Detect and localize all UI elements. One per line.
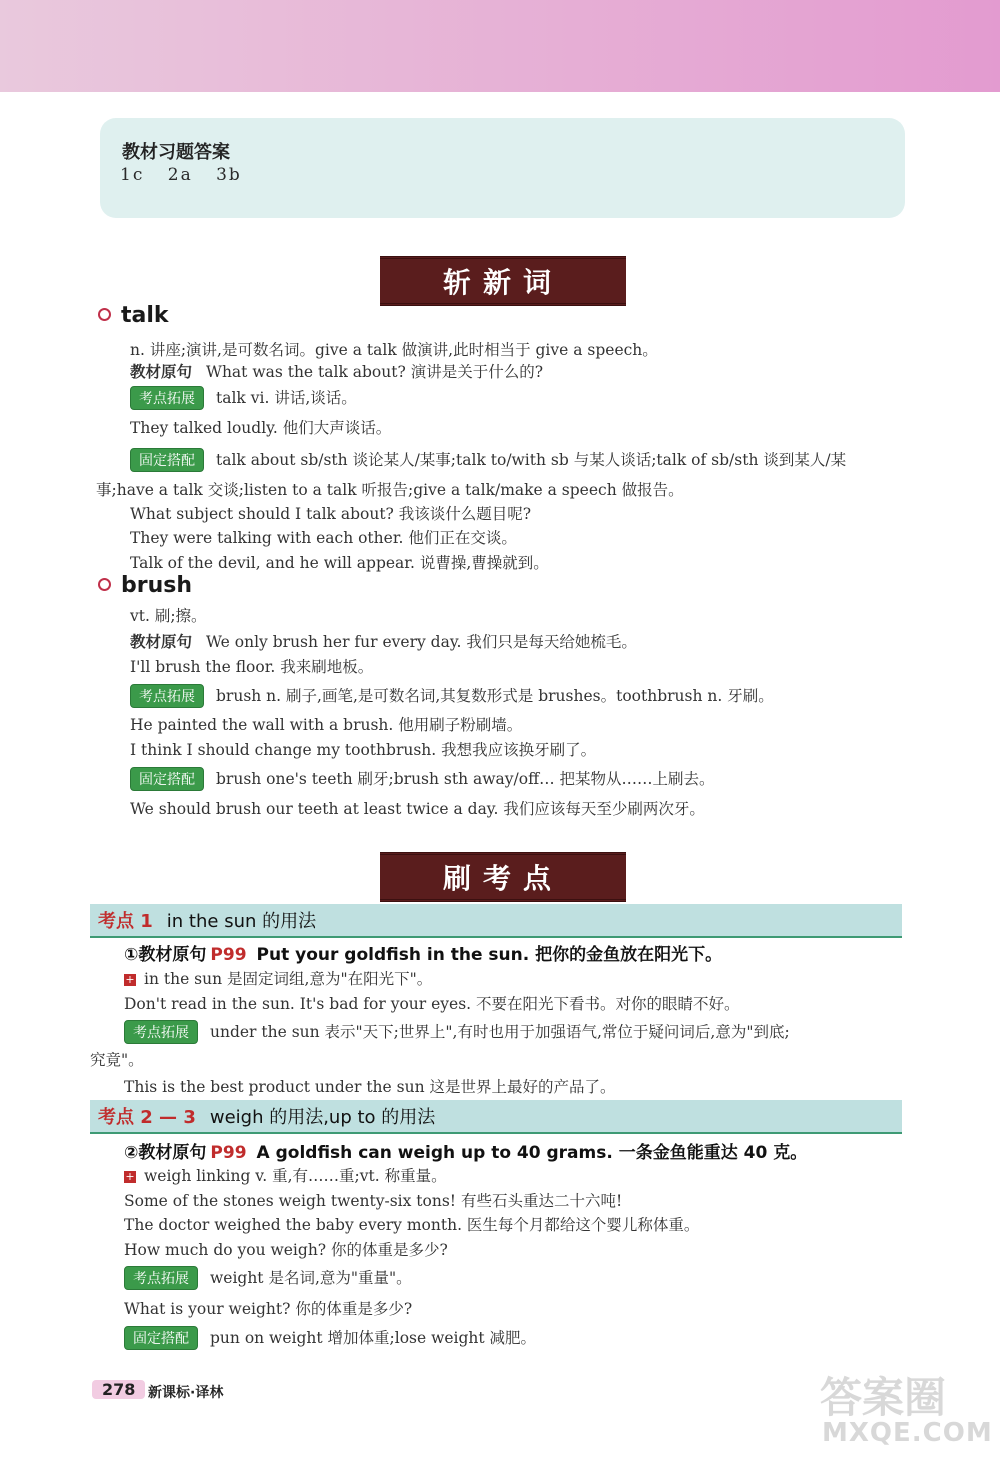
page-number: 278 bbox=[92, 1380, 145, 1399]
source-label: 教材原句 bbox=[130, 633, 193, 651]
watermark-url: MXQE.COM bbox=[822, 1418, 993, 1448]
definition: n. 讲座;演讲,是可数名词。give a talk 做演讲,此时相当于 give a speech。 bbox=[130, 341, 658, 359]
tag-collocation: 固定搭配 bbox=[130, 767, 204, 791]
source-sentence-1: ①教材原句 P99 Put your goldfish in the sun. 把你的金鱼放在阳光下。 bbox=[124, 945, 723, 965]
example: I'll brush the floor. 我来刷地板。 bbox=[130, 658, 374, 676]
key-point-bar-2 bbox=[90, 1100, 902, 1134]
tag-extension: 考点拓展 bbox=[124, 1266, 198, 1290]
extension-cont: 究竟"。 bbox=[90, 1051, 144, 1069]
example: They talked loudly. 他们大声谈话。 bbox=[130, 419, 392, 437]
answer-title: 教材习题答案 bbox=[122, 142, 230, 163]
answer-item: 3b bbox=[216, 165, 242, 185]
bullet-icon bbox=[98, 578, 111, 591]
tag-extension: 考点拓展 bbox=[130, 684, 204, 708]
plus-icon: + bbox=[125, 1170, 135, 1183]
section-header-new-words bbox=[380, 256, 626, 306]
example: Some of the stones weigh twenty-six tons! 有些石头重达二十六吨! bbox=[124, 1192, 623, 1210]
bullet-icon bbox=[98, 308, 111, 321]
collocation: 固定搭配 talk about sb/sth 谈论某人/某事;talk to/with sb 与某人谈话;talk of sb/sth 谈到某人/某 bbox=[130, 448, 846, 472]
key-point-label: 考点 2 — 3 bbox=[98, 1107, 196, 1128]
source-sentence-2: ②教材原句 P99 A goldfish can weigh up to 40 grams. 一条金鱼能重达 40 克。 bbox=[124, 1143, 808, 1163]
collocation: 固定搭配 brush one's teeth 刷牙;brush sth away/off… 把某物从……上刷去。 bbox=[130, 767, 715, 791]
plus-icon: + bbox=[125, 973, 135, 986]
example: This is the best product under the sun 这是世界上最好的产品了。 bbox=[124, 1078, 616, 1096]
key-point-title: in the sun 的用法 bbox=[166, 911, 317, 932]
example: Talk of the devil, and he will appear. 说曹操,曹操就到。 bbox=[130, 554, 549, 572]
answer-items bbox=[120, 165, 258, 185]
example: What is your weight? 你的体重是多少? bbox=[124, 1300, 413, 1318]
example: The doctor weighed the baby every month. 医生每个月都给这个婴儿称体重。 bbox=[124, 1216, 700, 1234]
example: I think I should change my toothbrush. 我想我应该换牙刷了。 bbox=[130, 741, 597, 759]
key-point-title: weigh 的用法,up to 的用法 bbox=[209, 1107, 436, 1128]
definition: vt. 刷;擦。 bbox=[130, 607, 207, 625]
extension: 考点拓展 weight 是名词,意为"重量"。 bbox=[124, 1266, 412, 1290]
example: They were talking with each other. 他们正在交谈。 bbox=[130, 529, 517, 547]
section-header-key-points bbox=[380, 852, 626, 902]
example: How much do you weigh? 你的体重是多少? bbox=[124, 1241, 448, 1259]
extension: 考点拓展 talk vi. 讲话,谈话。 bbox=[130, 386, 357, 410]
example: He painted the wall with a brush. 他用刷子粉刷墙。 bbox=[130, 716, 523, 734]
section-title: 斩新词 bbox=[442, 266, 563, 299]
extension: 考点拓展 under the sun 表示"天下;世界上",有时也用于加强语气,常位于疑问词后,意为"到底; bbox=[124, 1020, 790, 1044]
note: + in the sun 是固定词组,意为"在阳光下"。 bbox=[125, 970, 433, 988]
tag-collocation: 固定搭配 bbox=[124, 1326, 198, 1350]
example: Don't read in the sun. It's bad for your eyes. 不要在阳光下看书。对你的眼睛不好。 bbox=[124, 995, 740, 1013]
tag-extension: 考点拓展 bbox=[130, 386, 204, 410]
key-point-label: 考点 1 bbox=[98, 911, 153, 932]
watermark-logo: 答案圈 bbox=[820, 1373, 947, 1422]
tag-extension: 考点拓展 bbox=[124, 1020, 198, 1044]
collocation-cont: 事;have a talk 交谈;listen to a talk 听报告;give a talk/make a speech 做报告。 bbox=[96, 481, 684, 499]
word-heading-brush: brush bbox=[98, 573, 192, 598]
top-band bbox=[0, 0, 1000, 92]
note: + weigh linking v. 重,有……重;vt. 称重量。 bbox=[125, 1167, 447, 1185]
source-sentence: 教材原句 What was the talk about? 演讲是关于什么的? bbox=[130, 363, 544, 381]
answer-item: 1c bbox=[120, 165, 145, 185]
source-label: 教材原句 bbox=[130, 363, 193, 381]
book-brand: 新课标·译林 bbox=[148, 1385, 224, 1401]
tag-collocation: 固定搭配 bbox=[130, 448, 204, 472]
source-sentence: 教材原句 We only brush her fur every day. 我们只是每天给她梳毛。 bbox=[130, 633, 637, 651]
example: What subject should I talk about? 我该谈什么题目呢? bbox=[130, 505, 532, 523]
word-heading-talk: talk bbox=[98, 303, 169, 328]
example: We should brush our teeth at least twice a day. 我们应该每天至少刷两次牙。 bbox=[130, 800, 705, 818]
extension: 考点拓展 brush n. 刷子,画笔,是可数名词,其复数形式是 brushes。toothbrush n. 牙刷。 bbox=[130, 684, 774, 708]
collocation: 固定搭配 pun on weight 增加体重;lose weight 减肥。 bbox=[124, 1326, 536, 1350]
section-title: 刷考点 bbox=[442, 862, 563, 895]
key-point-bar-1 bbox=[90, 904, 902, 938]
answer-item: 2a bbox=[167, 165, 193, 185]
